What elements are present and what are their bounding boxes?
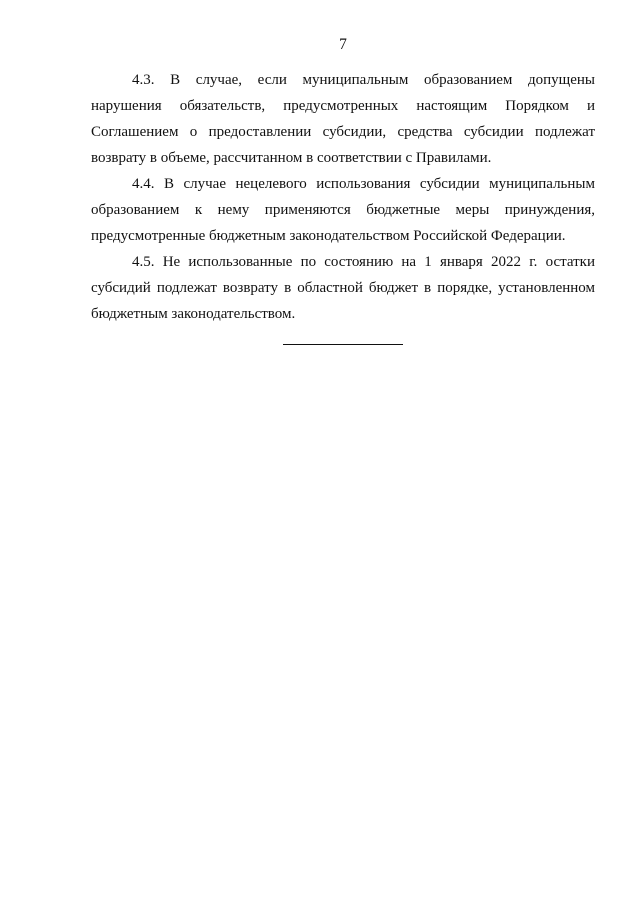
paragraph-4-5: 4.5. Не использованные по состоянию на 1 января 2022 г. остатки субсидий подлежат возврату в областной бюджет в порядке, установленном бюджетным законодательством. — [91, 254, 595, 322]
document-body — [91, 67, 595, 327]
paragraph-4-4: 4.4. В случае нецелевого использования субсидии муниципальным образованием к нему применяются бюджетные меры принуждения, предусмотренные бюджетным законодательством Российской Федерации. — [91, 176, 595, 244]
page-number: 7 — [339, 36, 347, 53]
end-separator-line — [283, 344, 403, 345]
paragraph-4-3: 4.3. В случае, если муниципальным образованием допущены нарушения обязательств, предусмотренных настоящим Порядком и Соглашением о предоставлении субсидии, средства субсидии подлежат возврату в объеме, рассчитанном в соответствии с Правилами. — [91, 72, 595, 166]
